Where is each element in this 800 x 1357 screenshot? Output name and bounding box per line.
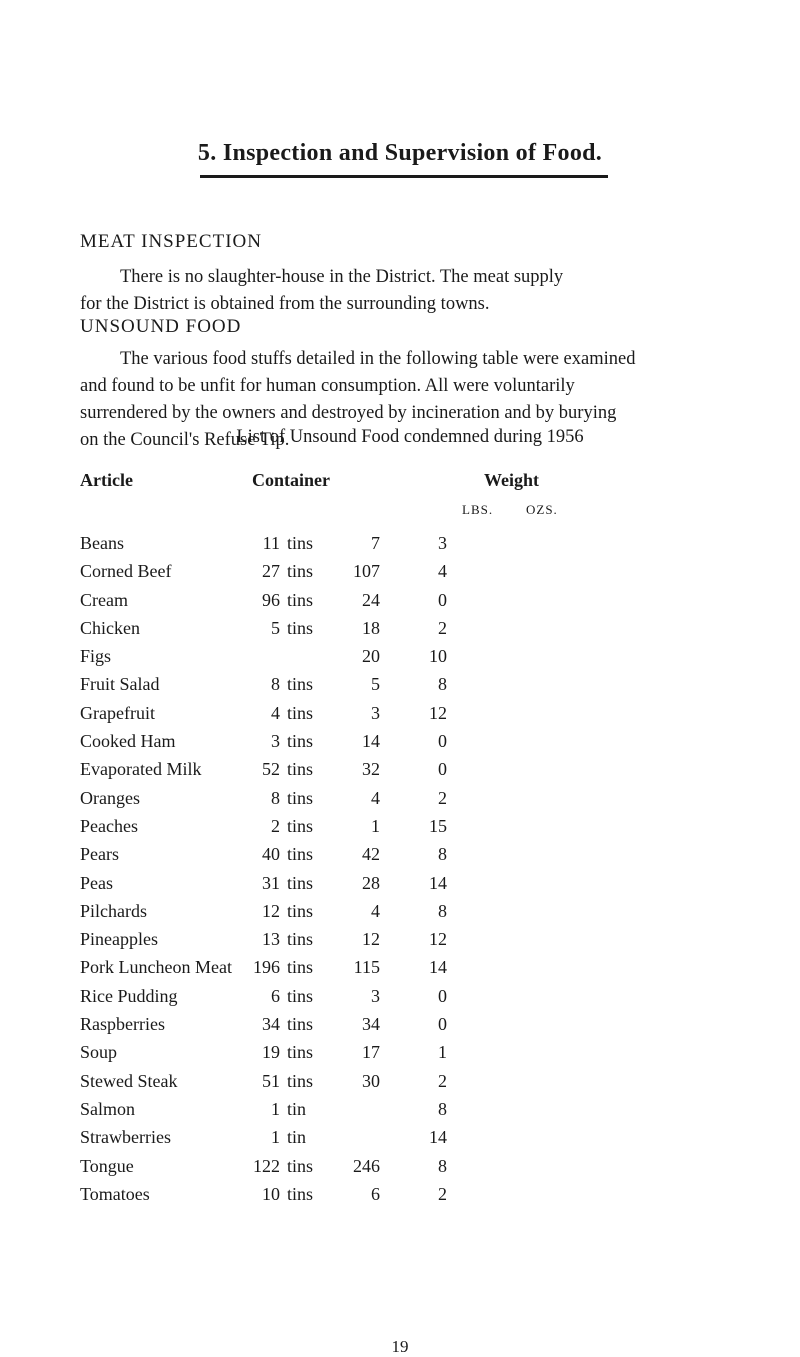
ozs-cell: 0	[438, 589, 447, 610]
article-cell: Pineapples	[80, 929, 158, 950]
table-row	[0, 731, 800, 759]
article-cell: Peas	[80, 872, 113, 893]
article-cell: Corned Beef	[80, 561, 172, 582]
ozs-cell: 2	[438, 1183, 447, 1204]
meat-inspection-paragraph	[80, 264, 730, 318]
quantity-cell: 8	[271, 787, 280, 808]
unit-cell: tins	[287, 533, 314, 553]
table-row	[0, 844, 800, 872]
quantity-cell: 40	[262, 844, 280, 865]
quantity-cell: 8	[271, 674, 280, 695]
unit-cell: tins	[287, 759, 314, 780]
ozs-cell: 4	[438, 561, 447, 582]
quantity-cell: 96	[262, 589, 280, 610]
table-row	[0, 929, 800, 957]
lbs-cell: 14	[362, 731, 380, 752]
table-row	[0, 816, 800, 844]
meat-inspection-heading: MEAT INSPECTION	[80, 231, 262, 252]
table-row	[0, 1042, 800, 1070]
lbs-cell: 34	[362, 1014, 380, 1035]
table-row	[0, 901, 800, 929]
ozs-cell: 14	[429, 872, 447, 893]
article-cell: Rice Pudding	[80, 985, 178, 1006]
lbs-cell: 6	[371, 1183, 380, 1204]
ozs-cell: 8	[438, 1155, 447, 1176]
quantity-cell: 4	[271, 702, 280, 723]
table-row	[0, 1099, 800, 1127]
ozs-cell: 0	[438, 1014, 447, 1035]
ozs-cell: 8	[438, 674, 447, 695]
ozs-cell: 2	[438, 1070, 447, 1091]
quantity-cell: 122	[253, 1155, 280, 1176]
article-cell: Tomatoes	[80, 1183, 150, 1204]
table-row	[0, 674, 800, 702]
article-cell: Cream	[80, 589, 128, 610]
article-cell: Cooked Ham	[80, 731, 176, 752]
ozs-cell: 14	[429, 1127, 447, 1148]
unit-cell: tins	[287, 985, 314, 1006]
section-title: 5. Inspection and Supervision of Food.	[197, 140, 603, 166]
quantity-cell: 1	[271, 1127, 280, 1148]
ozs-cell: 12	[429, 929, 447, 950]
article-cell: Pork Luncheon Meat	[80, 957, 232, 978]
lbs-cell: 3	[371, 985, 380, 1006]
quantity-cell: 6	[271, 985, 280, 1006]
table-row	[0, 788, 800, 816]
unit-cell: tins	[287, 787, 314, 808]
quantity-cell: 31	[262, 872, 280, 893]
lbs-cell: 246	[353, 1155, 380, 1176]
column-header-weight: Weight	[484, 470, 540, 490]
unit-cell: tins	[287, 929, 314, 950]
ozs-cell: 2	[438, 787, 447, 808]
ozs-cell: 8	[438, 1098, 447, 1119]
quantity-cell: 1	[271, 1098, 280, 1119]
ozs-cell: 0	[438, 985, 447, 1006]
unit-cell: tins	[287, 1183, 314, 1204]
paragraph-line: surrendered by the owners and destroyed by incineration and by burying	[80, 403, 617, 423]
unit-cell: tins	[287, 900, 314, 921]
unit-cell: tin	[287, 1098, 307, 1119]
lbs-cell: 107	[353, 561, 380, 582]
article-cell: Salmon	[80, 1098, 136, 1119]
table-row	[0, 1127, 800, 1155]
column-header-container: Container	[252, 470, 330, 490]
column-header-ozs: OZS.	[526, 502, 558, 517]
ozs-cell: 14	[429, 957, 447, 978]
paragraph-line: for the District is obtained from the surrounding towns.	[80, 294, 490, 314]
unit-cell: tins	[287, 1014, 314, 1035]
table-row	[0, 590, 800, 618]
table-row	[0, 1156, 800, 1184]
ozs-cell: 2	[438, 617, 447, 638]
unit-cell: tins	[287, 1042, 314, 1063]
unit-cell: tins	[287, 1155, 314, 1176]
unit-cell: tins	[287, 957, 314, 978]
table-row	[0, 986, 800, 1014]
unit-cell: tins	[287, 589, 314, 610]
lbs-cell: 115	[353, 957, 380, 978]
quantity-cell: 34	[262, 1014, 280, 1035]
ozs-cell: 0	[438, 731, 447, 752]
article-cell: Evaporated Milk	[80, 759, 202, 780]
lbs-cell: 12	[362, 929, 380, 950]
unit-cell: tins	[287, 617, 314, 638]
lbs-cell: 17	[362, 1042, 380, 1063]
lbs-cell: 4	[371, 787, 380, 808]
table-caption: List of Unsound Food condemned during 1956	[236, 427, 584, 447]
table-row	[0, 618, 800, 646]
lbs-cell: 32	[362, 759, 380, 780]
lbs-cell: 4	[371, 900, 380, 921]
lbs-cell: 42	[362, 844, 380, 865]
article-cell: Tongue	[80, 1155, 134, 1176]
table-row	[0, 957, 800, 985]
lbs-cell: 30	[362, 1070, 380, 1091]
paragraph-line: on the Council's Refuse Tip.	[80, 430, 290, 450]
unit-cell: tins	[287, 561, 314, 582]
unit-cell: tin	[287, 1127, 307, 1148]
article-cell: Fruit Salad	[80, 674, 160, 695]
table-row	[0, 533, 800, 561]
quantity-cell: 52	[262, 759, 280, 780]
quantity-cell: 2	[271, 815, 280, 836]
ozs-cell: 15	[429, 815, 447, 836]
quantity-cell: 196	[253, 957, 280, 978]
ozs-cell: 3	[438, 533, 447, 553]
ozs-cell: 8	[438, 900, 447, 921]
table-row	[0, 561, 800, 589]
column-header-article: Article	[80, 470, 133, 490]
lbs-cell: 1	[371, 815, 380, 836]
food-table	[0, 533, 800, 1212]
title-underline	[200, 175, 608, 178]
ozs-cell: 12	[429, 702, 447, 723]
article-cell: Beans	[80, 533, 124, 553]
table-row	[0, 1014, 800, 1042]
lbs-cell: 18	[362, 617, 380, 638]
column-header-lbs: LBS.	[462, 502, 494, 517]
unit-cell: tins	[287, 844, 314, 865]
paragraph-line: The various food stuffs detailed in the following table were examined	[120, 349, 636, 369]
unit-cell: tins	[287, 674, 314, 695]
lbs-cell: 3	[371, 702, 380, 723]
lbs-cell: 5	[371, 674, 380, 695]
unit-cell: tins	[287, 815, 314, 836]
article-cell: Pilchards	[80, 900, 147, 921]
ozs-cell: 1	[438, 1042, 447, 1063]
quantity-cell: 51	[262, 1070, 280, 1091]
unit-cell: tins	[287, 872, 314, 893]
article-cell: Grapefruit	[80, 702, 155, 723]
lbs-cell: 20	[362, 646, 380, 667]
quantity-cell: 27	[262, 561, 280, 582]
quantity-cell: 10	[262, 1183, 280, 1204]
article-cell: Oranges	[80, 787, 140, 808]
article-cell: Raspberries	[80, 1014, 165, 1035]
article-cell: Stewed Steak	[80, 1070, 178, 1091]
table-row	[0, 703, 800, 731]
table-row	[0, 759, 800, 787]
unit-cell: tins	[287, 1070, 314, 1091]
ozs-cell: 8	[438, 844, 447, 865]
article-cell: Figs	[80, 646, 112, 667]
lbs-cell: 7	[371, 533, 380, 553]
ozs-cell: 0	[438, 759, 447, 780]
article-cell: Soup	[80, 1042, 118, 1063]
quantity-cell: 5	[271, 617, 280, 638]
article-cell: Peaches	[80, 815, 138, 836]
quantity-cell: 3	[271, 731, 280, 752]
unsound-food-heading: UNSOUND FOOD	[80, 316, 242, 337]
table-row	[0, 873, 800, 901]
quantity-cell: 19	[262, 1042, 280, 1063]
quantity-cell: 13	[262, 929, 280, 950]
unit-cell: tins	[287, 702, 314, 723]
table-row	[0, 1071, 800, 1099]
lbs-cell: 24	[362, 589, 380, 610]
table-row	[0, 646, 800, 674]
lbs-cell: 28	[362, 872, 380, 893]
ozs-cell: 10	[429, 646, 447, 667]
quantity-cell: 12	[262, 900, 280, 921]
page-number: 19	[391, 1337, 409, 1356]
article-cell: Chicken	[80, 617, 140, 638]
article-cell: Pears	[80, 844, 119, 865]
paragraph-line: There is no slaughter-house in the District. The meat supply	[120, 267, 564, 287]
article-cell: Strawberries	[80, 1127, 171, 1148]
quantity-cell: 11	[262, 533, 280, 553]
table-row	[0, 1184, 800, 1212]
unit-cell: tins	[287, 731, 314, 752]
paragraph-line: and found to be unfit for human consumption. All were voluntarily	[80, 376, 575, 396]
